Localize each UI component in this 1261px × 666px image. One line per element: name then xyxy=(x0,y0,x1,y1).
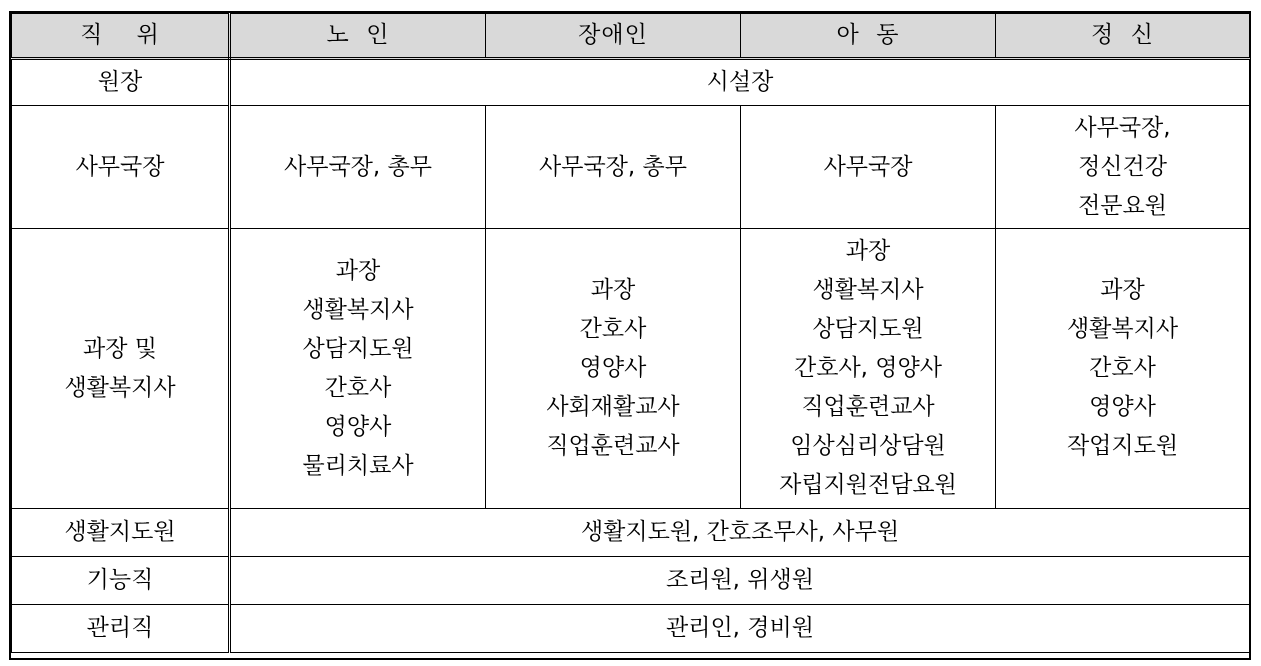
cell-line: 과장 xyxy=(590,277,636,303)
technical-value-cell: 조리원, 위생원 xyxy=(230,557,1250,605)
office-mental-cell xyxy=(996,106,1250,229)
cell-line: 상담지도원 xyxy=(302,335,414,362)
management-value-cell: 관리인, 경비원 xyxy=(230,605,1250,653)
header-mental: 정 신 xyxy=(996,14,1250,59)
table-row xyxy=(12,605,1250,653)
cell-line: 사무국장 xyxy=(823,153,913,180)
cell-line: 사무국장, xyxy=(1074,114,1171,141)
cell-line: 임상심리상담원 xyxy=(790,433,946,459)
header-row xyxy=(12,14,1250,59)
position-cell: 사무국장 xyxy=(12,106,230,229)
cell-line: 사회재활교사 xyxy=(546,394,680,420)
header-disabled: 장애인 xyxy=(486,14,741,59)
cell-line: 간호사 xyxy=(579,316,647,342)
section-children-cell xyxy=(741,229,996,509)
cell-line: 간호사, 영양사 xyxy=(794,355,942,381)
table-row xyxy=(12,509,1250,557)
position-cell: 관리직 xyxy=(12,605,230,653)
cell-line: 물리치료사 xyxy=(302,452,414,479)
cell-line: 전문요원 xyxy=(1078,192,1167,219)
cell-line: 영양사 xyxy=(324,413,392,440)
header-position: 직 위 xyxy=(12,14,230,59)
office-elderly-cell xyxy=(230,106,486,229)
table-row xyxy=(12,229,1250,509)
staffing-table xyxy=(11,13,1250,653)
cell-line: 생활복지사 xyxy=(812,277,924,303)
cell-line: 간호사 xyxy=(1089,355,1156,381)
position-cell: 기능직 xyxy=(12,557,230,605)
cell-line: 영양사 xyxy=(579,355,647,381)
position-cell xyxy=(12,229,230,509)
office-children-cell xyxy=(741,106,996,229)
cell-line: 과장 및 xyxy=(83,335,157,362)
cell-line: 작업지도원 xyxy=(1066,433,1179,459)
cell-line: 과장 xyxy=(845,238,891,264)
cell-line: 생활복지사 xyxy=(64,374,176,401)
table-row xyxy=(12,106,1250,229)
table-row xyxy=(12,59,1250,106)
cell-line: 사무국장, 총무 xyxy=(539,153,687,180)
table-row xyxy=(12,557,1250,605)
office-disabled-cell xyxy=(486,106,741,229)
cell-line: 정신건강 xyxy=(1078,153,1167,180)
header-elderly: 노 인 xyxy=(230,14,486,59)
section-mental-cell xyxy=(996,229,1250,509)
cell-line: 생활복지사 xyxy=(1066,316,1179,342)
section-elderly-cell xyxy=(230,229,486,509)
cell-line: 간호사 xyxy=(324,374,392,401)
cell-line: 과장 xyxy=(335,257,381,284)
cell-line: 자립지원전담요원 xyxy=(779,472,957,498)
section-disabled-cell xyxy=(486,229,741,509)
cell-line: 직업훈련교사 xyxy=(546,433,680,459)
cell-line: 직업훈련교사 xyxy=(801,394,935,420)
director-value-cell: 시설장 xyxy=(230,59,1250,106)
position-cell: 원장 xyxy=(12,59,230,106)
life-guide-value-cell: 생활지도원, 간호조무사, 사무원 xyxy=(230,509,1250,557)
cell-line: 상담지도원 xyxy=(812,316,924,342)
cell-line: 사무국장, 총무 xyxy=(284,153,432,180)
cell-line: 과장 xyxy=(1100,277,1145,303)
header-children: 아 동 xyxy=(741,14,996,59)
cell-line: 영양사 xyxy=(1089,394,1156,420)
position-cell: 생활지도원 xyxy=(12,509,230,557)
cell-line: 생활복지사 xyxy=(302,296,414,323)
